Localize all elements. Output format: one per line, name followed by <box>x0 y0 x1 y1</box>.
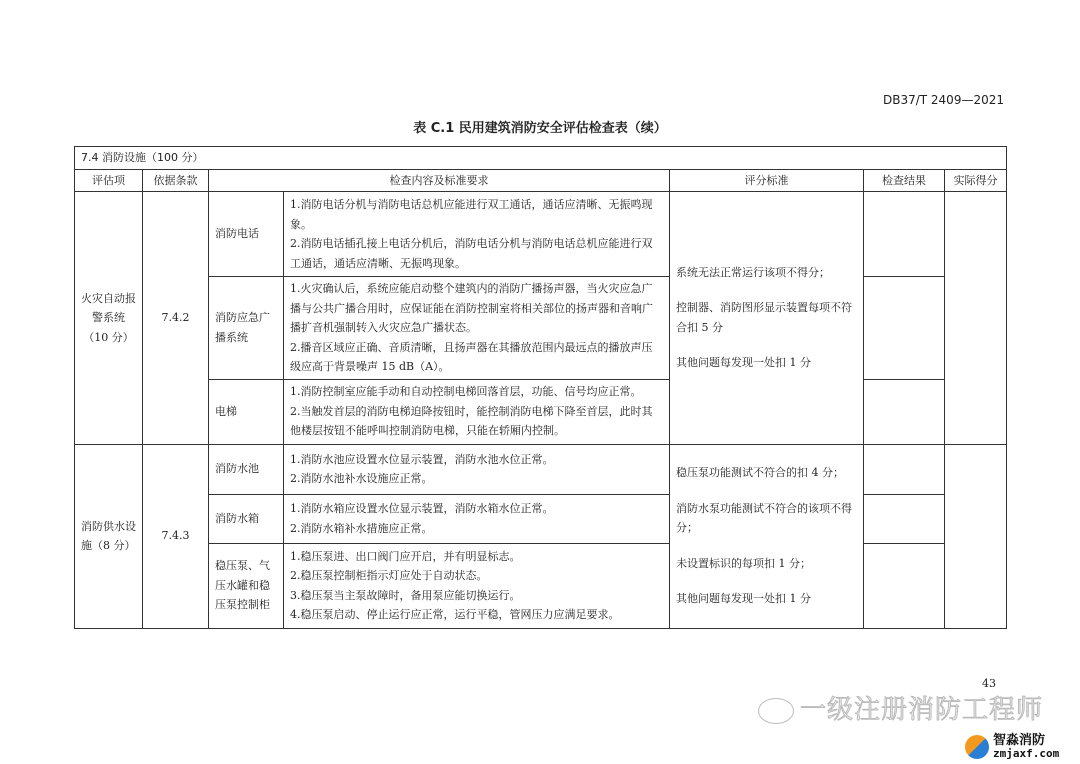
result-cell[interactable] <box>864 192 945 277</box>
logo-name: 智淼消防 <box>993 733 1046 748</box>
subitem-name: 消防电话 <box>209 192 284 277</box>
check-line: 1.消防水池应设置水位显示装置，消防水池水位正常。 <box>290 452 554 466</box>
page-number: 43 <box>982 677 996 690</box>
scoring-line: 消防水泵功能测试不符合的该项不得分； <box>676 501 852 535</box>
logo-url: zmjaxf.com <box>993 747 1060 760</box>
subitem-name: 电梯 <box>209 379 284 444</box>
scoring-criteria <box>670 444 864 628</box>
actual-score-cell[interactable] <box>945 192 1007 445</box>
check-content <box>284 379 670 444</box>
subitem-name: 稳压泵、气压水罐和稳压泵控制柜 <box>209 543 284 628</box>
check-line: 1.消防水箱应设置水位显示装置，消防水箱水位正常。 <box>290 502 554 515</box>
check-line: 2.消防水池补水设施应正常。 <box>290 472 433 485</box>
table-title: 表 C.1 民用建筑消防安全评估检查表（续） <box>413 121 667 136</box>
standard-code: DB37/T 2409—2021 <box>882 93 1004 107</box>
evaluation-table <box>74 146 1007 629</box>
check-line: 1.消防控制室应能手动和自动控制电梯回落首层，功能、信号均应正常。 <box>290 385 642 399</box>
result-cell[interactable] <box>864 444 945 494</box>
check-line: 4.稳压泵启动、停止运行应正常，运行平稳，管网压力应满足要求。 <box>290 608 620 621</box>
check-content <box>284 192 670 277</box>
site-logo <box>965 733 1059 761</box>
check-line: 1.稳压泵进、出口阀门应开启，并有明显标志。 <box>290 549 521 563</box>
scoring-line: 控制器、消防图形显示装置每项不符合扣 5 分 <box>676 301 852 334</box>
result-cell[interactable] <box>864 277 945 380</box>
result-cell[interactable] <box>864 379 945 444</box>
scoring-line: 未设置标识的每项扣 1 分； <box>676 556 811 570</box>
clause: 7.4.3 <box>143 444 209 628</box>
header-item: 评估项 <box>75 169 143 192</box>
check-line: 1.消防电话分机与消防电话总机应能进行双工通话，通话应清晰、无振鸣现象。 <box>290 198 653 231</box>
header-result: 检查结果 <box>864 169 945 192</box>
watermark-text: 一级注册消防工程师 <box>800 695 1044 725</box>
check-content <box>284 444 670 494</box>
check-content <box>284 494 670 543</box>
result-cell[interactable] <box>864 543 945 628</box>
table-row <box>75 192 1007 277</box>
actual-score-cell[interactable] <box>945 444 1007 628</box>
subitem-name: 消防水池 <box>209 444 284 494</box>
watermark <box>758 696 1043 724</box>
header-scoring: 评分标准 <box>670 169 864 192</box>
scoring-criteria <box>670 192 864 445</box>
subitem-name: 消防水箱 <box>209 494 284 543</box>
scoring-line: 其他问题每发现一处扣 1 分 <box>676 592 811 606</box>
check-line: 2.稳压泵控制柜指示灯应处于自动状态。 <box>290 569 488 582</box>
header-score: 实际得分 <box>945 169 1007 192</box>
logo-icon <box>965 735 989 759</box>
check-line: 2.消防水箱补水措施应正常。 <box>290 521 433 535</box>
scoring-line: 其他问题每发现一处扣 1 分 <box>676 356 811 370</box>
section-heading: 7.4 消防设施（100 分） <box>75 147 1007 170</box>
table-row <box>75 444 1007 494</box>
eval-item: 消防供水设施（8 分） <box>75 444 143 628</box>
eval-item: 火灾自动报警系统（10 分） <box>75 192 143 445</box>
header-content: 检查内容及标准要求 <box>209 169 670 192</box>
check-line: 3.稳压泵当主泵故障时，备用泵应能切换运行。 <box>290 588 521 602</box>
subitem-name: 消防应急广播系统 <box>209 277 284 380</box>
check-line: 2.消防电话插孔接上电话分机后，消防电话分机与消防电话总机应能进行双工通话，通话应清晰、无振鸣现象。 <box>290 237 653 270</box>
table-row <box>75 494 1007 543</box>
check-line: 1.火灾确认后，系统应能启动整个建筑内的消防广播扬声器，当火灾应急广播与公共广播合用时，应保证能在消防控制室将相关部位的扬声器和音响广播扩音机强制转入火灾应急广播状态。 <box>290 282 653 334</box>
check-content <box>284 277 670 380</box>
wechat-icon <box>758 698 794 724</box>
clause: 7.4.2 <box>143 192 209 445</box>
scoring-line: 稳压泵功能测试不符合的扣 4 分； <box>676 466 844 480</box>
scoring-line: 系统无法正常运行该项不得分； <box>676 265 830 279</box>
check-line: 2.播音区域应正确、音质清晰，且扬声器在其播放范围内最远点的播放声压级应高于背景噪声 15 dB（A）。 <box>290 340 653 373</box>
table-row <box>75 379 1007 444</box>
check-line: 2.当触发首层的消防电梯迫降按钮时，能控制消防电梯下降至首层，此时其他楼层按钮不能呼叫控制消防电梯，只能在轿厢内控制。 <box>290 404 653 438</box>
result-cell[interactable] <box>864 494 945 543</box>
check-content <box>284 543 670 628</box>
table-row <box>75 277 1007 380</box>
table-row <box>75 543 1007 628</box>
header-clause: 依据条款 <box>143 169 209 192</box>
header-row <box>75 169 1007 192</box>
